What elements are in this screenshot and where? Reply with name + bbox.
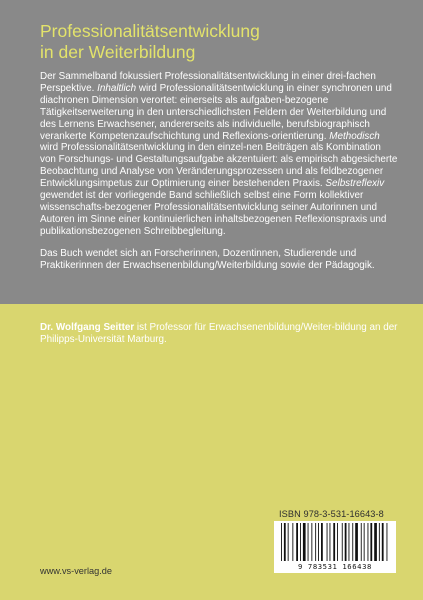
author-description: ist Professor für Erwachsenenbildung/Weiter-bildung an der Philipps-Universität Marburg. xyxy=(40,322,398,346)
blurb-text: wird Professionalitätsentwicklung in den einzel-nen Beiträgen als Kombination von Forschungs- und Gestaltungsaufgabe akzentuiert: als empirisch abgesicherte Beobachtung und Analyse von Veränderungsprozessen und als feldbezogener Entwicklungsimpetus zur Optimierung einer bestehenden Praxis. xyxy=(40,142,398,190)
blurb-emphasis: Methodisch xyxy=(329,130,380,142)
barcode-bar xyxy=(349,523,350,561)
title-line-2: in der Weiterbildung xyxy=(40,42,196,62)
barcode-bar xyxy=(308,523,309,561)
author-bio xyxy=(40,322,400,347)
blurb-emphasis: Inhaltlich xyxy=(97,82,137,94)
barcode-bar xyxy=(368,523,369,561)
barcode-bar xyxy=(337,523,338,561)
barcode-bar xyxy=(318,523,319,561)
barcode xyxy=(274,521,396,573)
barcode-bar xyxy=(379,523,380,561)
blurb-text: wird Professionalitätsentwicklung in einer synchronen und diachronen Dimension verortet: einerseits als aufgaben-bezogene Tätigkeitserweiterung in den unterschiedlichsten Feldern der Weiterbildung und des Lernens Erwachsener, andererseits als individuelle, berufsbiographisch verankerte Kompetenzaufschichtung und Reflexions-orientierung. xyxy=(40,82,392,142)
book-title xyxy=(40,21,400,63)
barcode-bar xyxy=(333,523,335,561)
barcode-bar xyxy=(361,523,362,561)
blurb-text: Der Sammelband fokussiert Professionalitätsentwicklung in einer drei-fachen Perspektive. xyxy=(40,71,376,94)
barcode-bar xyxy=(374,523,377,561)
barcode-digits: 9 783531 166438 xyxy=(298,562,372,571)
author-name: Dr. Wolfgang Seitter xyxy=(40,322,135,333)
book-blurb xyxy=(40,71,398,272)
barcode-bar xyxy=(327,523,328,561)
barcode-bar xyxy=(284,523,286,561)
barcode-bar xyxy=(303,523,306,561)
barcode-bar xyxy=(292,523,293,561)
blurb-text: gewendet ist der vorliegende Band schließlich selbst eine Form kollektiver wissenschafts-bezogener Professionalitätsentwicklung seiner Autorinnen und Autoren im Sinne einer kontinuierlichen inhaltsbezogenen Reflexionspraxis und publikationsbezogenen Schreibbegleitung. xyxy=(40,190,387,237)
barcode-bar xyxy=(330,523,331,561)
barcode-bar xyxy=(382,523,384,561)
barcode-bar xyxy=(315,523,316,561)
barcode-bar xyxy=(311,523,312,561)
barcode-bar xyxy=(387,523,388,561)
blurb-emphasis: Selbstreflexiv xyxy=(325,178,385,190)
publisher-url: www.vs-verlag.de xyxy=(40,566,112,576)
barcode-bar xyxy=(296,523,298,561)
barcode-bar xyxy=(300,523,301,561)
barcode-bar xyxy=(345,523,347,561)
title-line-1: Professionalitätsentwicklung xyxy=(40,21,260,41)
barcode-bar xyxy=(370,523,372,561)
isbn-label: ISBN 978-3-531-16643-8 xyxy=(279,509,384,519)
barcode-bar xyxy=(364,523,365,561)
barcode-bar xyxy=(342,523,343,561)
barcode-bar xyxy=(288,523,289,561)
barcode-bar xyxy=(281,523,282,561)
barcode-bar xyxy=(352,523,353,561)
blurb-paragraph-2: Das Buch wendet sich an Forscherinnen, Dozentinnen, Studierende und Praktikerinnen der Erwachsenenbildung/Weiterbildung sowie der Pädagogik. xyxy=(40,247,375,271)
barcode-bar xyxy=(321,523,323,561)
barcode-bars xyxy=(281,523,389,563)
blurb-paragraph-1 xyxy=(40,71,398,238)
barcode-bar xyxy=(355,523,358,561)
